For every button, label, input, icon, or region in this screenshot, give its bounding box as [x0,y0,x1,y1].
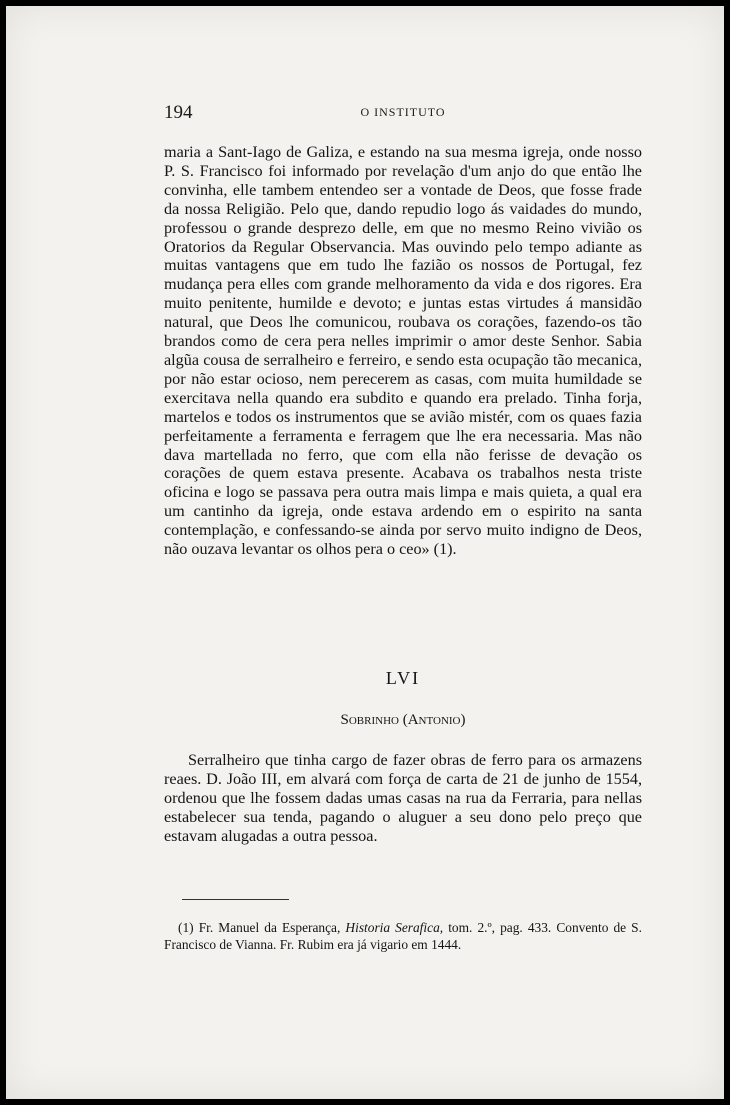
page-header [164,102,642,126]
running-head: O INSTITUTO [360,105,446,119]
page-number: 194 [164,102,193,123]
entry-text [164,751,642,846]
footnote [164,919,642,953]
section-title: Sobrinho (Antonio) [340,712,466,728]
footnote-paragraph [164,919,642,953]
continuation-paragraph: maria a Sant-Iago de Galiza, e estando na sua mesma igreja, onde nosso P. S. Francisco foi informado por revelação d'um anjo do que então lhe convinha, elle tambem entendeo ser a vontade de Deos, que fosse frade da nossa Religião. Pelo que, dando repudio logo ás vaidades do mundo, professou o grande desprezo delle, em que no mesmo Reino vivião os Oratorios da Regular Observancia. Mas ouvindo pelo tempo adiante as muitas vantagens que em tudo lhe fazião os nossos de Portugal, fez mudança pera elles com grande melhoramento da vida e dos rigores. Era muito penitente, humilde e devoto; e juntas estas virtudes á mansidão natural, que Deos lhe comunicou, roubava os corações, fazendo-os tão brandos como de cera pera nelles imprimir o amor deste Senhor. Sabia algũa cousa de serralheiro e ferreiro, e sendo esta ocupação tão mecanica, por não estar ocioso, nem perecerem as casas, com muita humildade se exercitava nella quando era subdito e quando era prelado. Tinha forja, martelos e todos os instrumentos que se avião mistér, com os quaes fazia perfeitamente a ferramenta e ferragem que lhe era necessaria. Mas não dava martellada no ferro, que com ella não ferisse de devação os corações de quem estava presente. Acabava os trabalhos nesta triste oficina e logo se passava pera outra mais limpa e mais quieta, a qual era um cantinho da igreja, onde estava ardendo em o espirito na santa contemplação, e confessando-se ainda por servo muito indigno de Deos, não ouzava levantar os olhos pera o ceo» (1). [164,143,642,559]
footnote-divider [182,899,289,900]
footnote-marker: (1) [178,920,194,935]
book-page [6,6,724,1099]
footnote-author: Fr. Manuel da Esperança, [198,920,341,935]
continuation-text [164,143,642,559]
footnote-work-title: Historia Serafica, [345,920,444,935]
entry-paragraph: Serralheiro que tinha cargo de fazer obras de ferro para os armazens reaes. D. João III, em alvará com força de carta de 21 de junho de 1554, ordenou que lhe fossem dadas umas casas na rua da Ferraria, para nellas estabelecer sua tenda, pagando o aluguer a seu dono pelo preço que estavam alugadas a outra pessoa. [164,751,642,845]
footnote-rest: tom. 2.º, pag. 433. Convento de S. Francisco de Vianna. Fr. Rubim era já vigario em 1444. [164,920,642,952]
section-number: LVI [385,668,421,688]
